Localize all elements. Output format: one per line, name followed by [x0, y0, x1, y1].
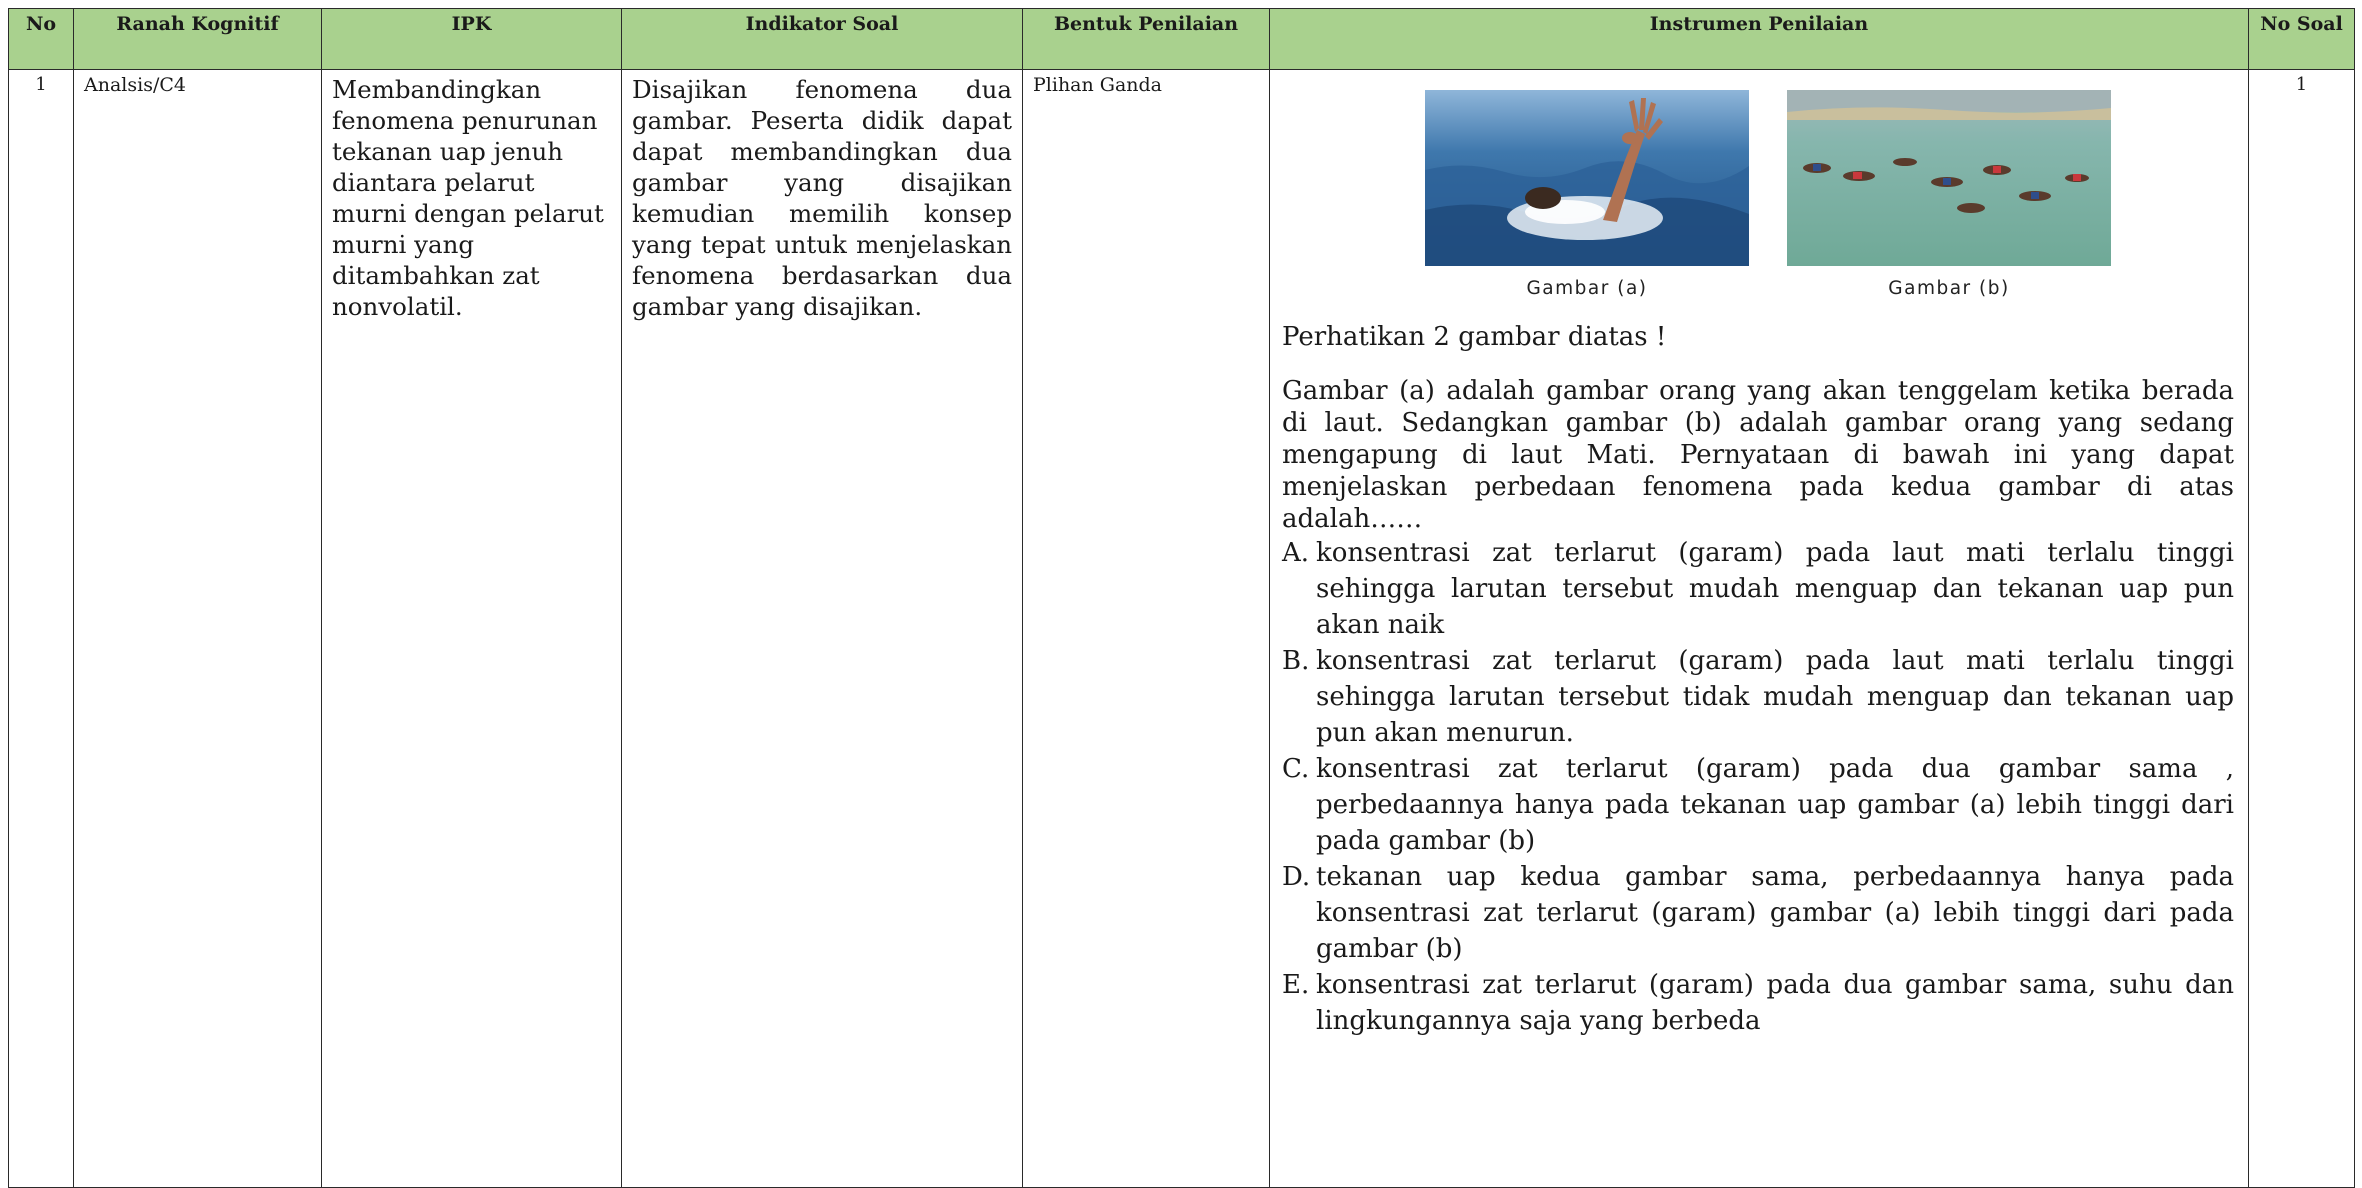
- header-instrumen-penilaian: Instrumen Penilaian: [1270, 9, 2249, 70]
- question-stem: Gambar (a) adalah gambar orang yang akan tenggelam ketika berada di laut. Sedangkan gambar (b) adalah gambar orang yang sedang mengapung di laut Mati. Pernyataan di bawah ini yang dapat menjelaskan perbedaan fenomena pada kedua gambar di atas adalah……: [1282, 376, 2234, 534]
- option-a: [1282, 535, 2234, 643]
- illustration-pair: [1302, 90, 2234, 299]
- cell-instrumen-penilaian: [1270, 70, 2249, 1188]
- option-a-letter: A.: [1282, 538, 1310, 568]
- option-c-letter: C.: [1282, 754, 1310, 784]
- cell-indikator-soal: Disajikan fenomena dua gambar. Peserta didik dapat dapat membandingkan dua gambar yang disajikan kemudian memilih konsep yang tepat untuk menjelaskan fenomena berdasarkan dua gambar yang disajikan.: [622, 70, 1023, 1188]
- figure-b: [1787, 90, 2111, 299]
- figure-b-caption: Gambar (b): [1888, 278, 2010, 299]
- header-no-soal: No Soal: [2249, 9, 2355, 70]
- option-b-letter: B.: [1282, 646, 1310, 676]
- cell-ipk: Membandingkan fenomena penurunan tekanan uap jenuh diantara pelarut murni dengan pelarut murni yang ditambahkan zat nonvolatil.: [322, 70, 622, 1188]
- dead-sea-floating-image: [1787, 90, 2111, 266]
- option-a-text: konsentrasi zat terlarut (garam) pada laut mati terlalu tinggi sehingga larutan tersebut mudah menguap dan tekanan uap pun akan naik: [1316, 538, 2234, 640]
- answer-options: [1282, 535, 2234, 1039]
- header-row: [9, 9, 2355, 70]
- drowning-sea-image: [1425, 90, 1749, 266]
- option-d: [1282, 859, 2234, 967]
- cell-ranah-kognitif: Analsis/C4: [74, 70, 322, 1188]
- header-no: No: [9, 9, 74, 70]
- option-b: [1282, 643, 2234, 751]
- header-ipk: IPK: [322, 9, 622, 70]
- option-d-text: tekanan uap kedua gambar sama, perbedaannya hanya pada konsentrasi zat terlarut (garam) gambar (a) lebih tinggi dari pada gambar (b): [1316, 862, 2234, 964]
- cell-no: 1: [9, 70, 74, 1188]
- question-instruction: Perhatikan 2 gambar diatas !: [1282, 322, 1667, 352]
- figure-a-caption: Gambar (a): [1526, 278, 1648, 299]
- option-e: [1282, 967, 2234, 1039]
- option-b-text: konsentrasi zat terlarut (garam) pada laut mati terlalu tinggi sehingga larutan tersebut tidak mudah menguap dan tekanan uap pun akan menurun.: [1316, 646, 2234, 748]
- assessment-grid-table: [8, 8, 2355, 1188]
- table-row: [9, 70, 2355, 1188]
- option-c-text: konsentrasi zat terlarut (garam) pada dua gambar sama , perbedaannya hanya pada tekanan uap gambar (a) lebih tinggi dari pada gambar (b): [1316, 754, 2234, 856]
- option-c: [1282, 751, 2234, 859]
- header-bentuk-penilaian: Bentuk Penilaian: [1023, 9, 1270, 70]
- option-e-text: konsentrasi zat terlarut (garam) pada dua gambar sama, suhu dan lingkungannya saja yang berbeda: [1316, 970, 2234, 1036]
- figure-a: [1425, 90, 1749, 299]
- header-ranah-kognitif: Ranah Kognitif: [74, 9, 322, 70]
- question-body: [1282, 321, 2234, 1039]
- cell-bentuk-penilaian: Plihan Ganda: [1023, 70, 1270, 1188]
- option-e-letter: E.: [1282, 970, 1310, 1000]
- option-d-letter: D.: [1282, 862, 1311, 892]
- header-indikator-soal: Indikator Soal: [622, 9, 1023, 70]
- cell-no-soal: 1: [2249, 70, 2355, 1188]
